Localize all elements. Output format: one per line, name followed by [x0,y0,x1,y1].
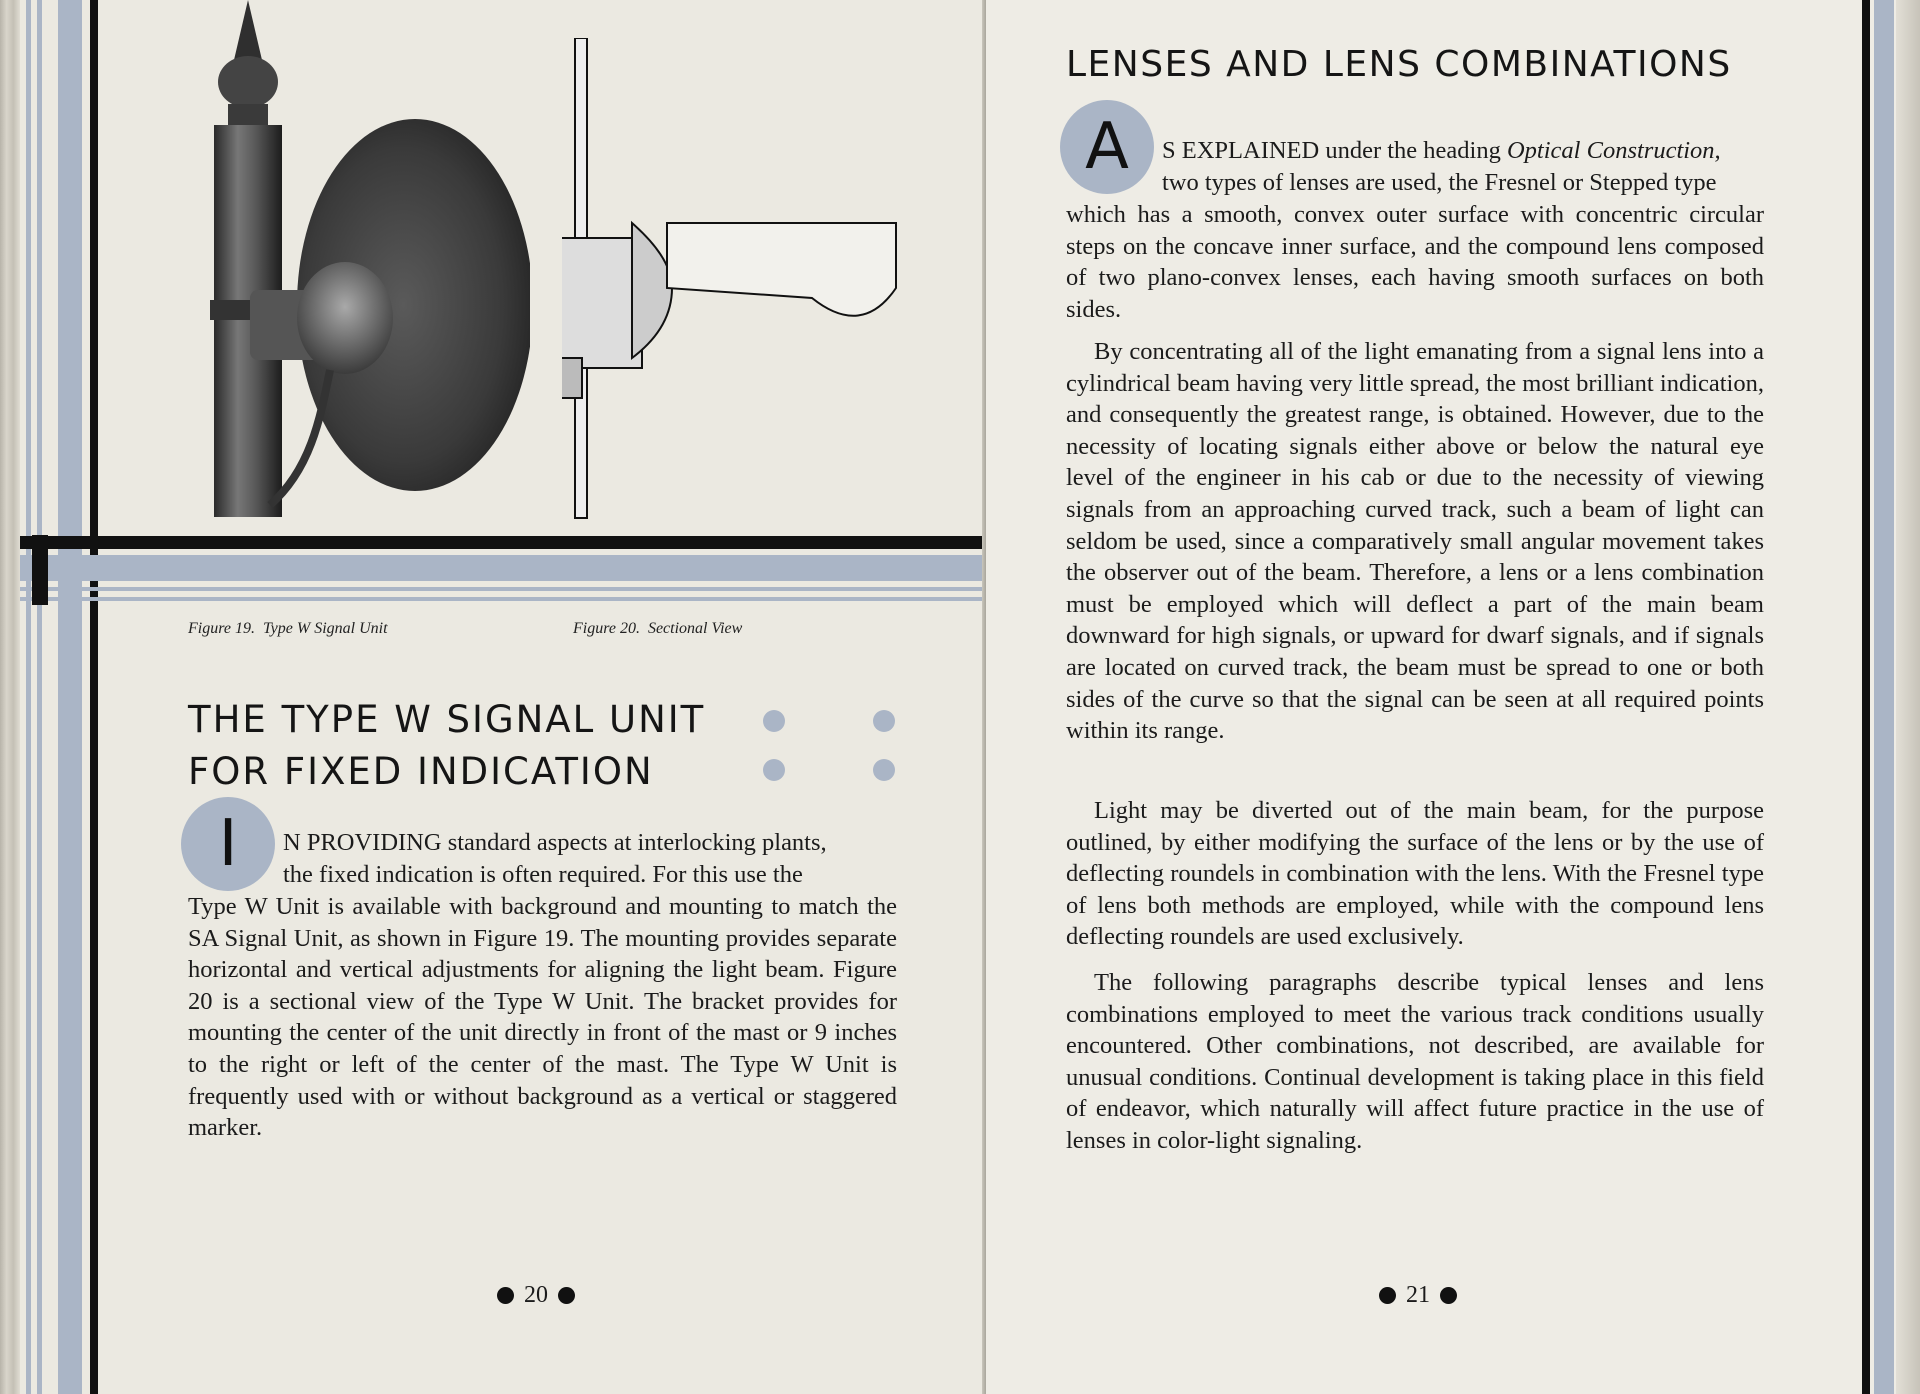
body-first-line: N PROVIDING standard aspects at interlocking plants, the fixed indication is often required. For this use the [283,827,897,890]
decor-dot [763,710,785,732]
decor-dot [763,759,785,781]
figure-19-signal-unit-image [190,0,530,530]
page-number-21: 21 [1379,1282,1457,1309]
drop-cap-a: A [1060,100,1154,194]
page-edge-right [1896,0,1920,1394]
figure-20-caption: Figure 20. Sectional View [573,620,743,637]
decor-hline [20,597,984,601]
decor-vband-right [1874,0,1894,1394]
figure-19-caption: Figure 19. Type W Signal Unit [188,620,388,637]
decor-vline [26,0,31,1394]
decor-hline [20,587,984,591]
section-heading-line2: FOR FIXED INDICATION [188,750,654,793]
decor-black-rule [90,0,98,1394]
decor-vline [37,0,42,1394]
decor-corner-block [32,535,48,605]
body-second-line: the fixed indication is often required. For this use the [283,860,803,888]
decor-black-rule-right [1862,0,1870,1394]
drop-cap-i: I [181,797,275,891]
para1-second-line: two types of lenses are used, the Fresnel or Stepped type [1162,168,1717,196]
page-number-20: 20 [497,1282,575,1309]
page-edge-stack [0,0,20,1394]
para2: By concentrating all of the light emanating from a signal lens into a cylindrical beam having very little spread, the most brilliant indication, and consequently the greatest range, is obtained. However, due to the necessity of locating signals either above or below the natural eye level of the engineer in his cab or due to the necessity of viewing signals from an approaching curved track, such a beam of light can seldom be used, since a comparatively small angular movement takes the observer out of the beam. Therefore, a lens or a lens combination must be employed which will deflect a part of the main beam downward for high signals, or upward for dwarf signals, and if signals are located on curved track, the beam must be spread to one or both sides of the curve so that the signal can be seen at all required points within its range. [1066,338,1764,745]
decor-hrule-black [20,536,984,549]
para1-first-lines: S EXPLAINED under the heading Optical Construction, two types of lenses are used, the Fresnel or Stepped type [1162,135,1764,198]
decor-hband [20,555,984,581]
para4: The following paragraphs describe typical lenses and lens combinations employed to meet the various track conditions usually encountered. Other combinations, not described, are available for unusual conditions. Continual development is taking place in this field of endeavor, which naturally will affect future practice in the use of lenses in color-light signaling. [1066,969,1764,1154]
para3: Light may be diverted out of the main beam, for the purpose outlined, by either modifying the surface of the lens or by the use of deflecting roundels in combination with the lens. With the Fresnel type of lens both methods are employed, while with the compound lens deflecting roundels are used exclusively. [1066,797,1764,951]
right-page [986,0,1920,1394]
decor-dot [873,710,895,732]
para1-rest: which has a smooth, convex outer surface with concentric circular steps on the concave inner surface, and the compound lens composed of two plano-convex lenses, each having smooth surfaces on both sides. [1066,201,1764,323]
figure-20-sectional-view-image [562,38,902,528]
decor-dot [873,759,895,781]
decor-vband [58,0,82,1394]
body-paragraph: Type W Unit is available with background and mounting to match the SA Signal Unit, as shown in Figure 19. The mounting provides separate horizontal and vertical adjustments for aligning the light beam. Figure 20 is a sectional view of the Type W Unit. The bracket provides for mounting the center of the unit directly in front of the mast or 9 inches to the right or left of the center of the mast. The Type W Unit is frequently used with or without background as a vertical or staggered marker. [188,893,897,1142]
section-heading-line1: THE TYPE W SIGNAL UNIT [188,698,706,741]
lenses-heading: LENSES AND LENS COMBINATIONS [1066,44,1732,85]
